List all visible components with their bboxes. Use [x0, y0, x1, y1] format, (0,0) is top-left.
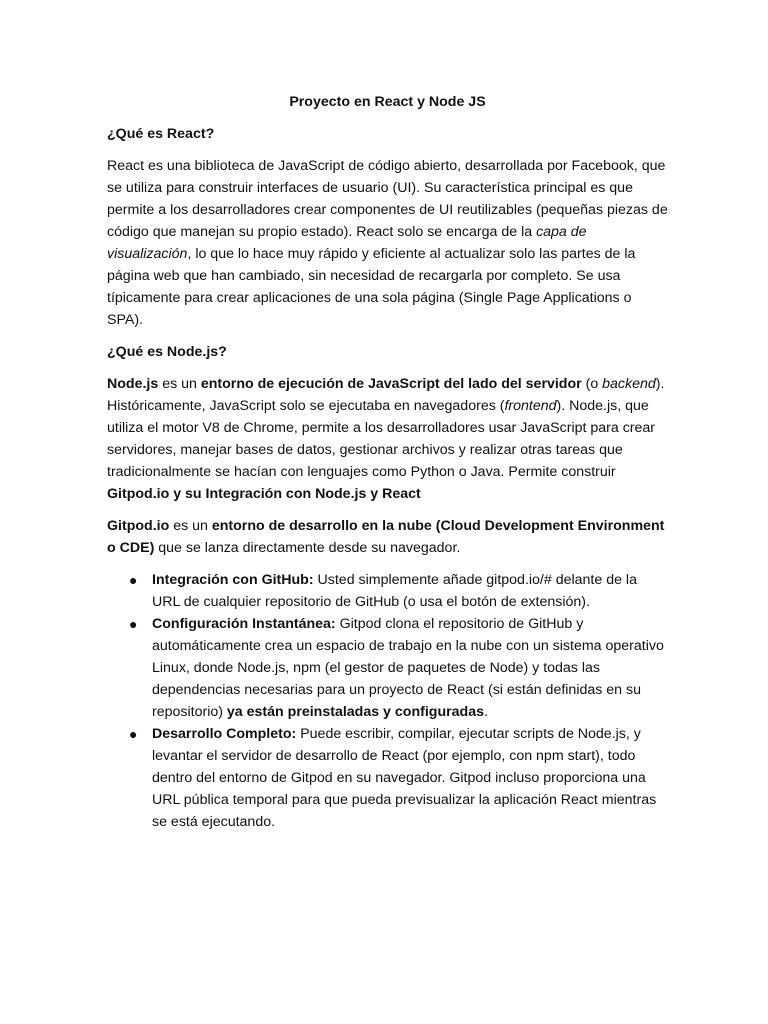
- nodejs-backend: backend: [602, 376, 656, 392]
- list-item-bold-tail: ya están preinstaladas y configuradas: [226, 704, 484, 720]
- paragraph-react: [107, 155, 668, 331]
- list-item-text: Gitpod clona el repositorio de GitHub y automáticamente crea un espacio de trabajo en la nube con un sistema operativo Linux, donde Node.js, npm (el gestor de paquetes de Node) y todas las dependencias necesarias para un proyecto de React (si están definidas en su repositorio): [152, 616, 664, 720]
- paragraph-react-emphasis: capa de visualización: [107, 224, 587, 262]
- list-item: [107, 569, 668, 613]
- bullet-icon: ●: [129, 616, 138, 632]
- nodejs-text-1: es un: [158, 376, 201, 392]
- list-item-label: Desarrollo Completo:: [152, 726, 297, 742]
- nodejs-frontend: frontend: [504, 398, 557, 414]
- list-item: [107, 723, 668, 833]
- bullet-icon: ●: [129, 572, 138, 588]
- nodejs-text-4: ). Node.js, que utiliza el motor V8 de Chrome, permite a los desarrolladores usar JavaScript para crear servidores, manejar bases de datos, gestionar archivos y realizar otras tareas que tradicionalmente se hacían con lenguajes como Python o Java. Permite construir: [107, 398, 656, 480]
- gitpod-text-1: es un: [169, 518, 212, 534]
- gitpod-text-2: que se lanza directamente desde su navegador.: [154, 540, 461, 556]
- list-item-label: Integración con GitHub:: [152, 572, 314, 588]
- paragraph-react-text-b: , lo que lo hace muy rápido y eficiente al actualizar solo las partes de la página web que han cambiado, sin necesidad de recargarla por completo. Se usa típicamente para crear aplicaciones de una sola página (Single Page Applications o SPA).: [107, 246, 636, 328]
- list-item-text: Usted simplemente añade gitpod.io/# delante de la URL de cualquier repositorio de GitHub (o usa el botón de extensión).: [152, 572, 637, 610]
- gitpod-heading-inline: Gitpod.io y su Integración con Node.js y React: [107, 486, 421, 502]
- heading-nodejs: ¿Qué es Node.js?: [107, 344, 227, 360]
- bullet-icon: ●: [129, 726, 138, 742]
- nodejs-text-3: ). Históricamente, JavaScript solo se ejecutaba en navegadores (: [107, 376, 665, 414]
- feature-list: [107, 569, 668, 833]
- document-title: Proyecto en React y Node JS: [289, 94, 486, 110]
- heading-react: ¿Qué es React?: [107, 126, 215, 142]
- gitpod-term: Gitpod.io: [107, 518, 170, 534]
- gitpod-definition: entorno de desarrollo en la nube (Cloud Development Environment o CDE): [107, 518, 665, 556]
- list-item-label: Configuración Instantánea:: [152, 616, 336, 632]
- nodejs-definition: entorno de ejecución de JavaScript del lado del servidor: [200, 376, 582, 392]
- nodejs-term: Node.js: [107, 376, 159, 392]
- nodejs-text-2: (o: [581, 376, 603, 392]
- paragraph-react-text-a: React es una biblioteca de JavaScript de código abierto, desarrollada por Facebook, que se utiliza para construir interfaces de usuario (UI). Su característica principal es que permite a los desarrolladores crear componentes de UI reutilizables (pequeñas piezas de código que manejan su propio estado). React solo se encarga de la: [107, 158, 668, 240]
- paragraph-gitpod: [107, 515, 668, 559]
- list-item-end: .: [483, 704, 488, 720]
- list-item: [107, 613, 668, 723]
- list-item-text: Puede escribir, compilar, ejecutar scripts de Node.js, y levantar el servidor de desarrollo de React (por ejemplo, con npm start), todo dentro del entorno de Gitpod en su navegador. Gitpod incluso proporciona una URL pública temporal para que pueda previsualizar la aplicación React mientras se está ejecutando.: [152, 726, 657, 830]
- paragraph-nodejs: [107, 373, 668, 505]
